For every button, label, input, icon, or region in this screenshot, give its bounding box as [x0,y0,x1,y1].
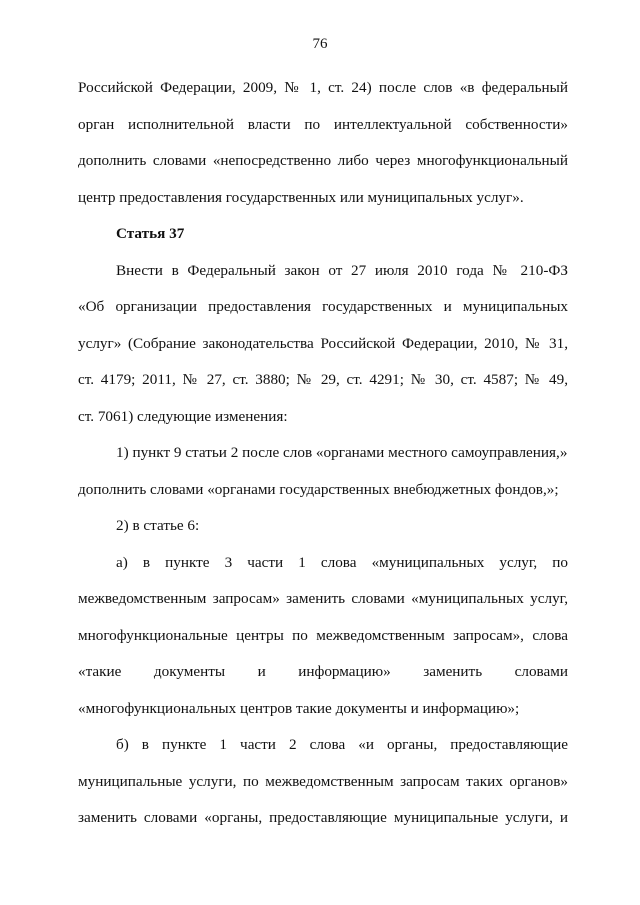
text-line: а) в пункте 3 части 1 слова «муниципальных услуг, по [116,553,568,571]
text-line: б) в пункте 1 части 2 слова «и органы, предоставляющие [116,736,568,753]
text-line: дополнить словами «непосредственно либо через многофункциональный [78,152,568,169]
text-line: Внести в Федеральный закон от 27 июля 2010 года № 210-ФЗ [116,261,568,279]
text-line: орган исполнительной власти по интеллектуальной собственности» [78,115,568,133]
text-line: межведомственным запросам» заменить словами «муниципальных услуг, [78,590,568,607]
text-line: «Об организации предоставления государственных и муниципальных [78,298,568,315]
text-line: услуг» (Собрание законодательства Российской Федерации, 2010, № 31, [78,334,568,352]
text-line: 2) в статье 6: [116,517,200,534]
text-line: муниципальные услуги, по межведомственным запросам таких органов» [78,772,568,790]
document-body [78,70,568,837]
text-line: «многофункциональных центров такие документы и информацию»; [78,699,520,717]
text-line: Российской Федерации, 2009, № 1, ст. 24) после слов «в федеральный [78,79,568,96]
text-line: 1) пункт 9 статьи 2 после слов «органами местного самоуправления,» [116,444,568,461]
text-line: ст. 7061) следующие изменения: [78,407,288,425]
page-number: 76 [312,36,328,52]
text-line: центр предоставления государственных или муниципальных услуг». [78,188,524,206]
text-line: «такие документы и информацию» заменить словами [78,663,568,680]
text-line: ст. 4179; 2011, № 27, ст. 3880; № 29, ст. 4291; № 30, ст. 4587; № 49, [78,371,568,388]
text-line: дополнить словами «органами государственных внебюджетных фондов,»; [78,480,559,498]
article-heading: Статья 37 [116,225,185,242]
text-line: многофункциональные центры по межведомственным запросам», слова [78,626,568,644]
text-line: заменить словами «органы, предоставляющие муниципальные услуги, и [78,809,568,826]
